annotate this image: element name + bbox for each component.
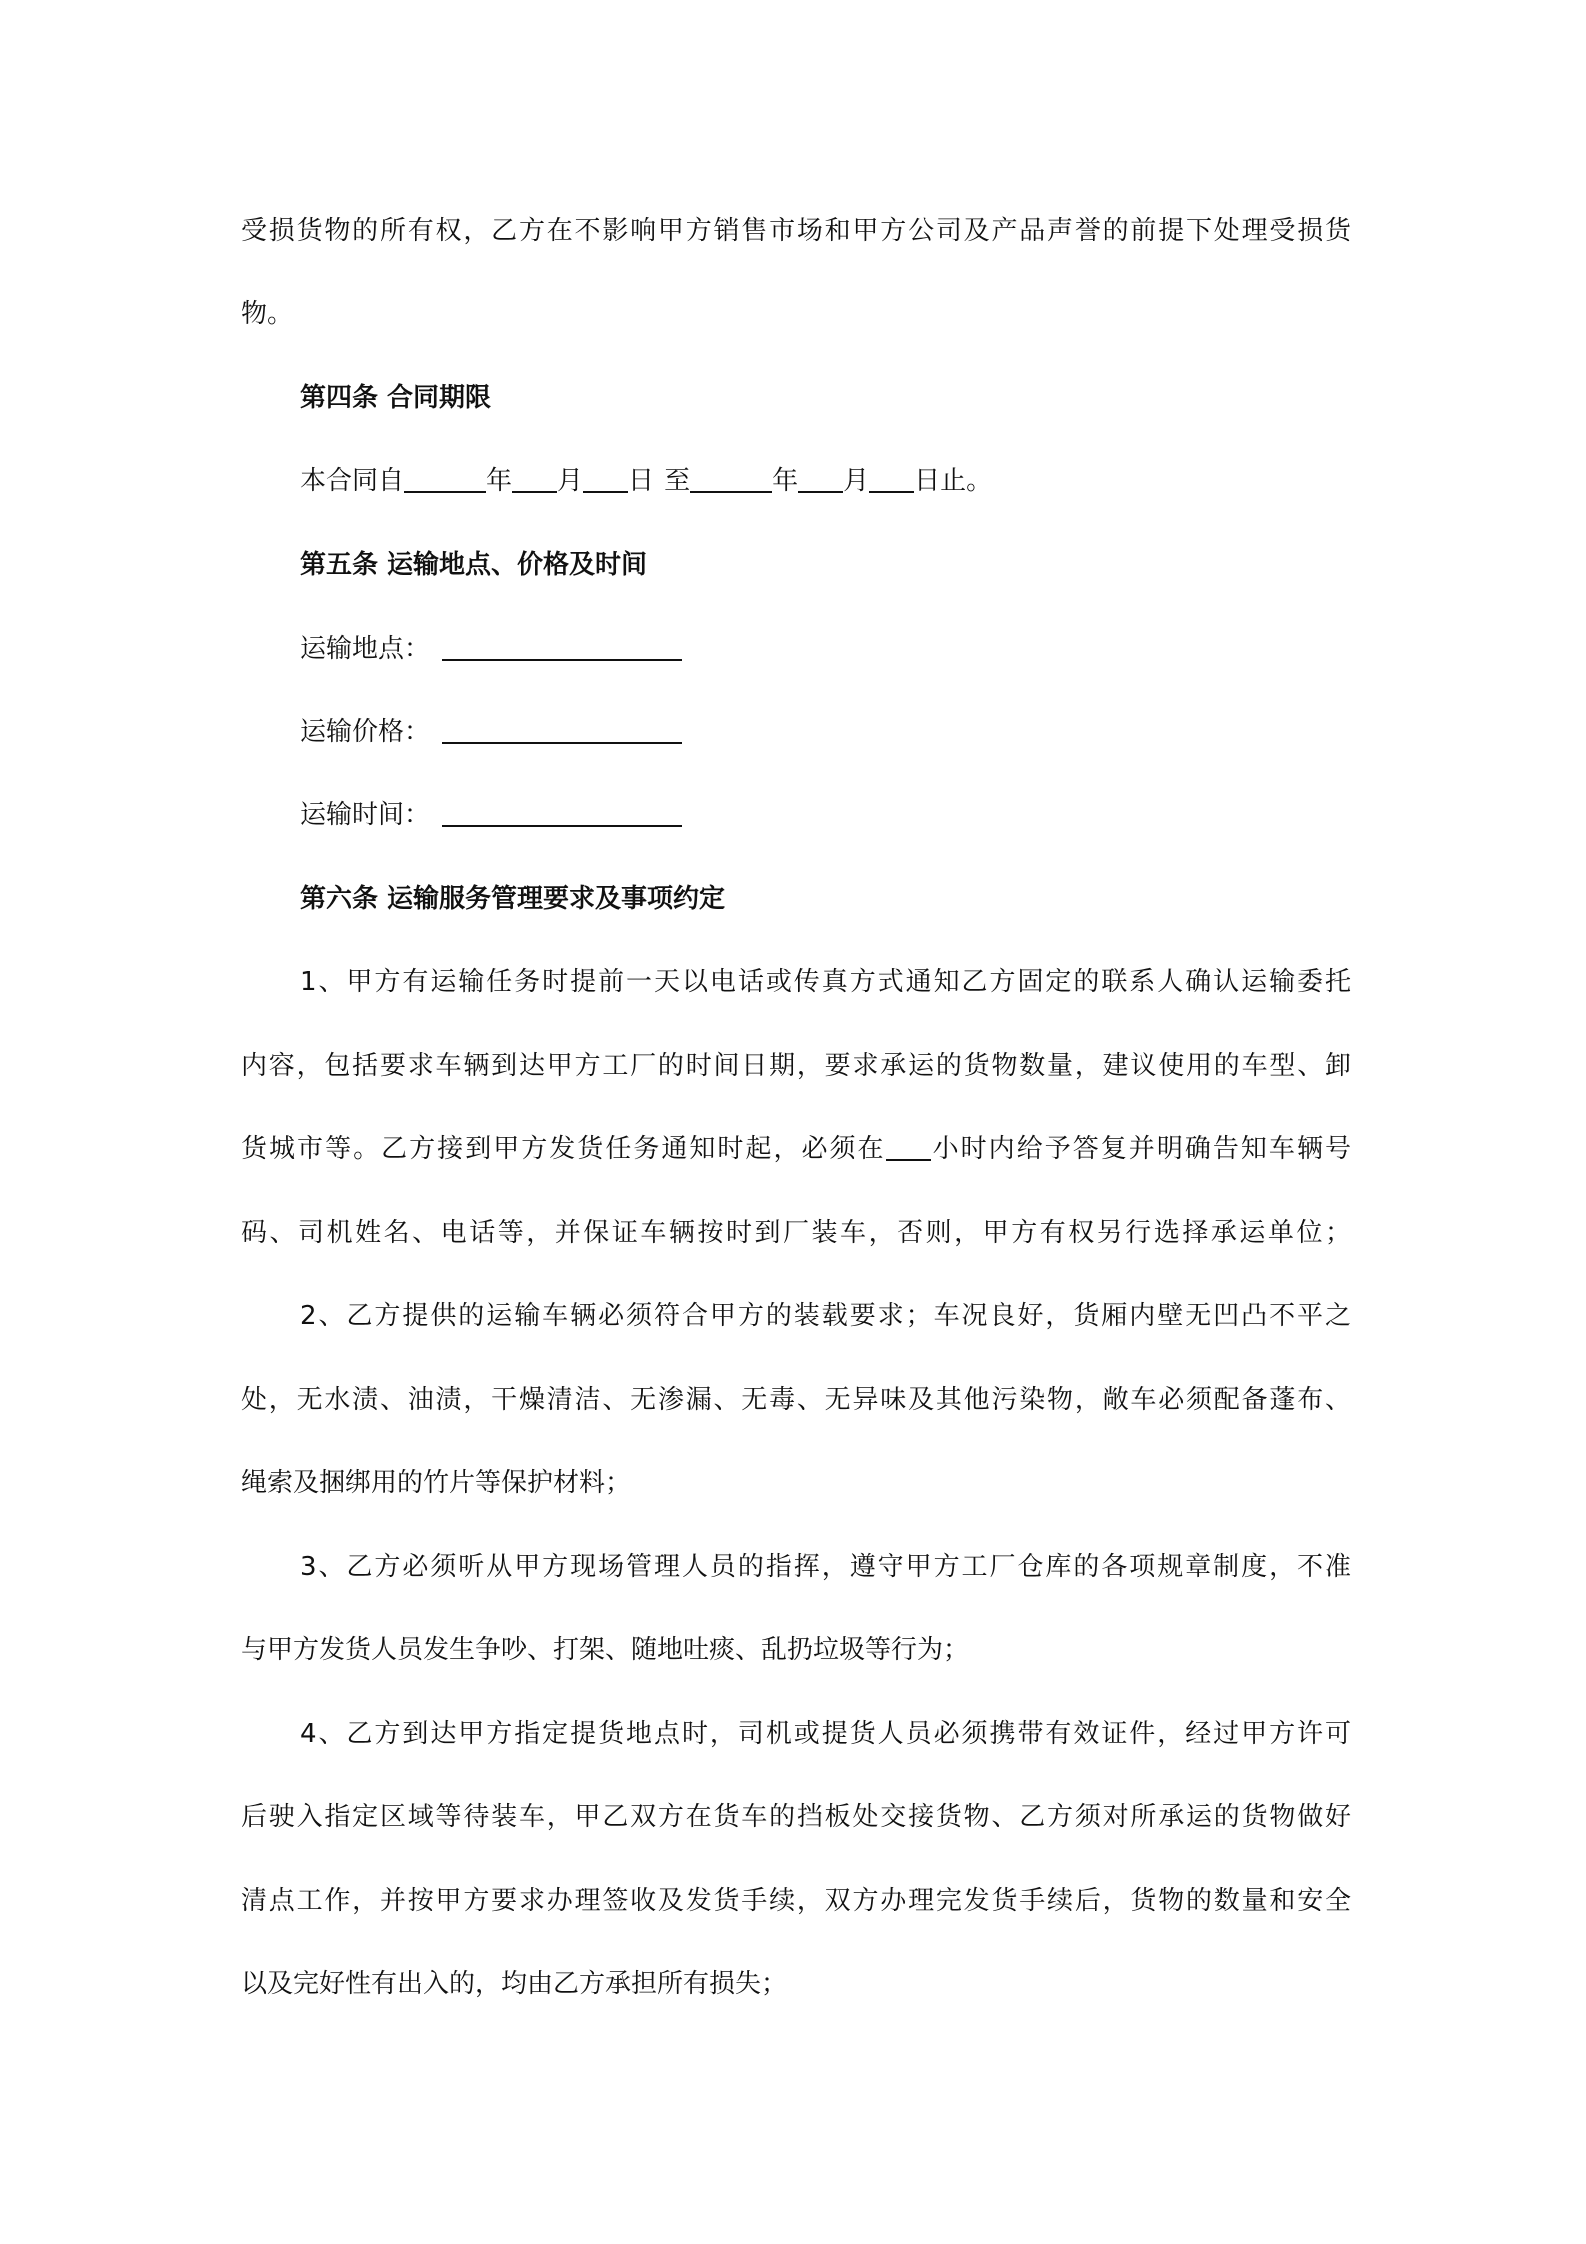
item-4-line-1: 4、乙方到达甲方指定提货地点时，司机或提货人员必须携带有效证件，经过甲方许可: [300, 1719, 1351, 1749]
start-month-blank[interactable]: [512, 463, 557, 493]
article-4-heading: 第四条 合同期限: [300, 383, 492, 413]
transport-place-label: 运输地点：: [300, 634, 431, 664]
year-label: 年: [486, 466, 513, 496]
article-6-heading: 第六条 运输服务管理要求及事项约定: [300, 884, 726, 914]
item-3-line-2: 与甲方发货人员发生争吵、打架、随地吐痰、乱扔垃圾等行为；: [241, 1635, 970, 1665]
transport-price-blank[interactable]: [442, 714, 682, 744]
intro-line-1: 受损货物的所有权，乙方在不影响甲方销售市场和甲方公司及产品声誉的前提下处理受损货: [241, 216, 1351, 246]
item-1-line-1: 1、甲方有运输任务时提前一天以电话或传真方式通知乙方固定的联系人确认运输委托: [300, 967, 1351, 997]
item-2-line-1: 2、乙方提供的运输车辆必须符合甲方的装载要求；车况良好，货厢内壁无凹凸不平之: [300, 1301, 1351, 1331]
transport-price-row: [300, 714, 682, 750]
transport-price-label: 运输价格：: [300, 717, 431, 747]
year-label-2: 年: [772, 466, 799, 496]
item-3-line-1: 3、乙方必须听从甲方现场管理人员的指挥，遵守甲方工厂仓库的各项规章制度，不准: [300, 1552, 1351, 1582]
item-1-line-3a: 货城市等。乙方接到甲方发货任务通知时起，必须在: [241, 1134, 886, 1164]
month-label-2: 月: [843, 466, 870, 496]
item-1-line-3: [241, 1131, 1351, 1167]
intro-line-2: 物。: [241, 299, 294, 329]
to-label: 至: [664, 466, 691, 496]
item-4-line-3: 清点工作，并按甲方要求办理签收及发货手续，双方办理完发货手续后，货物的数量和安全: [241, 1886, 1351, 1916]
term-end: 日止。: [914, 466, 993, 496]
item-4-line-4: 以及完好性有出入的，均由乙方承担所有损失；: [241, 1969, 788, 1999]
end-month-blank[interactable]: [798, 463, 843, 493]
transport-place-row: [300, 631, 682, 667]
term-prefix: 本合同自: [300, 466, 405, 496]
item-2-line-3: 绳索及捆绑用的竹片等保护材料；: [241, 1468, 632, 1498]
transport-time-blank[interactable]: [442, 797, 682, 827]
transport-time-label: 运输时间：: [300, 800, 431, 830]
item-1-line-4: 码、司机姓名、电话等，并保证车辆按时到厂装车，否则，甲方有权另行选择承运单位；: [241, 1218, 1351, 1248]
day-label: 日: [628, 466, 655, 496]
transport-time-row: [300, 797, 682, 833]
transport-place-blank[interactable]: [442, 631, 682, 661]
article-5-heading: 第五条 运输地点、价格及时间: [300, 550, 648, 580]
end-year-blank[interactable]: [690, 463, 772, 493]
start-year-blank[interactable]: [404, 463, 486, 493]
reply-hours-blank[interactable]: [886, 1131, 931, 1161]
item-1-line-2: 内容，包括要求车辆到达甲方工厂的时间日期，要求承运的货物数量，建议使用的车型、卸: [241, 1051, 1351, 1081]
contract-term-line: [300, 463, 992, 499]
item-1-line-3b: 小时内给予答复并明确告知车辆号: [930, 1134, 1351, 1164]
end-day-blank[interactable]: [869, 463, 914, 493]
item-2-line-2: 处，无水渍、油渍，干燥清洁、无渗漏、无毒、无异味及其他污染物，敞车必须配备蓬布、: [241, 1385, 1351, 1415]
month-label: 月: [557, 466, 584, 496]
start-day-blank[interactable]: [583, 463, 628, 493]
item-4-line-2: 后驶入指定区域等待装车，甲乙双方在货车的挡板处交接货物、乙方须对所承运的货物做好: [241, 1802, 1351, 1832]
